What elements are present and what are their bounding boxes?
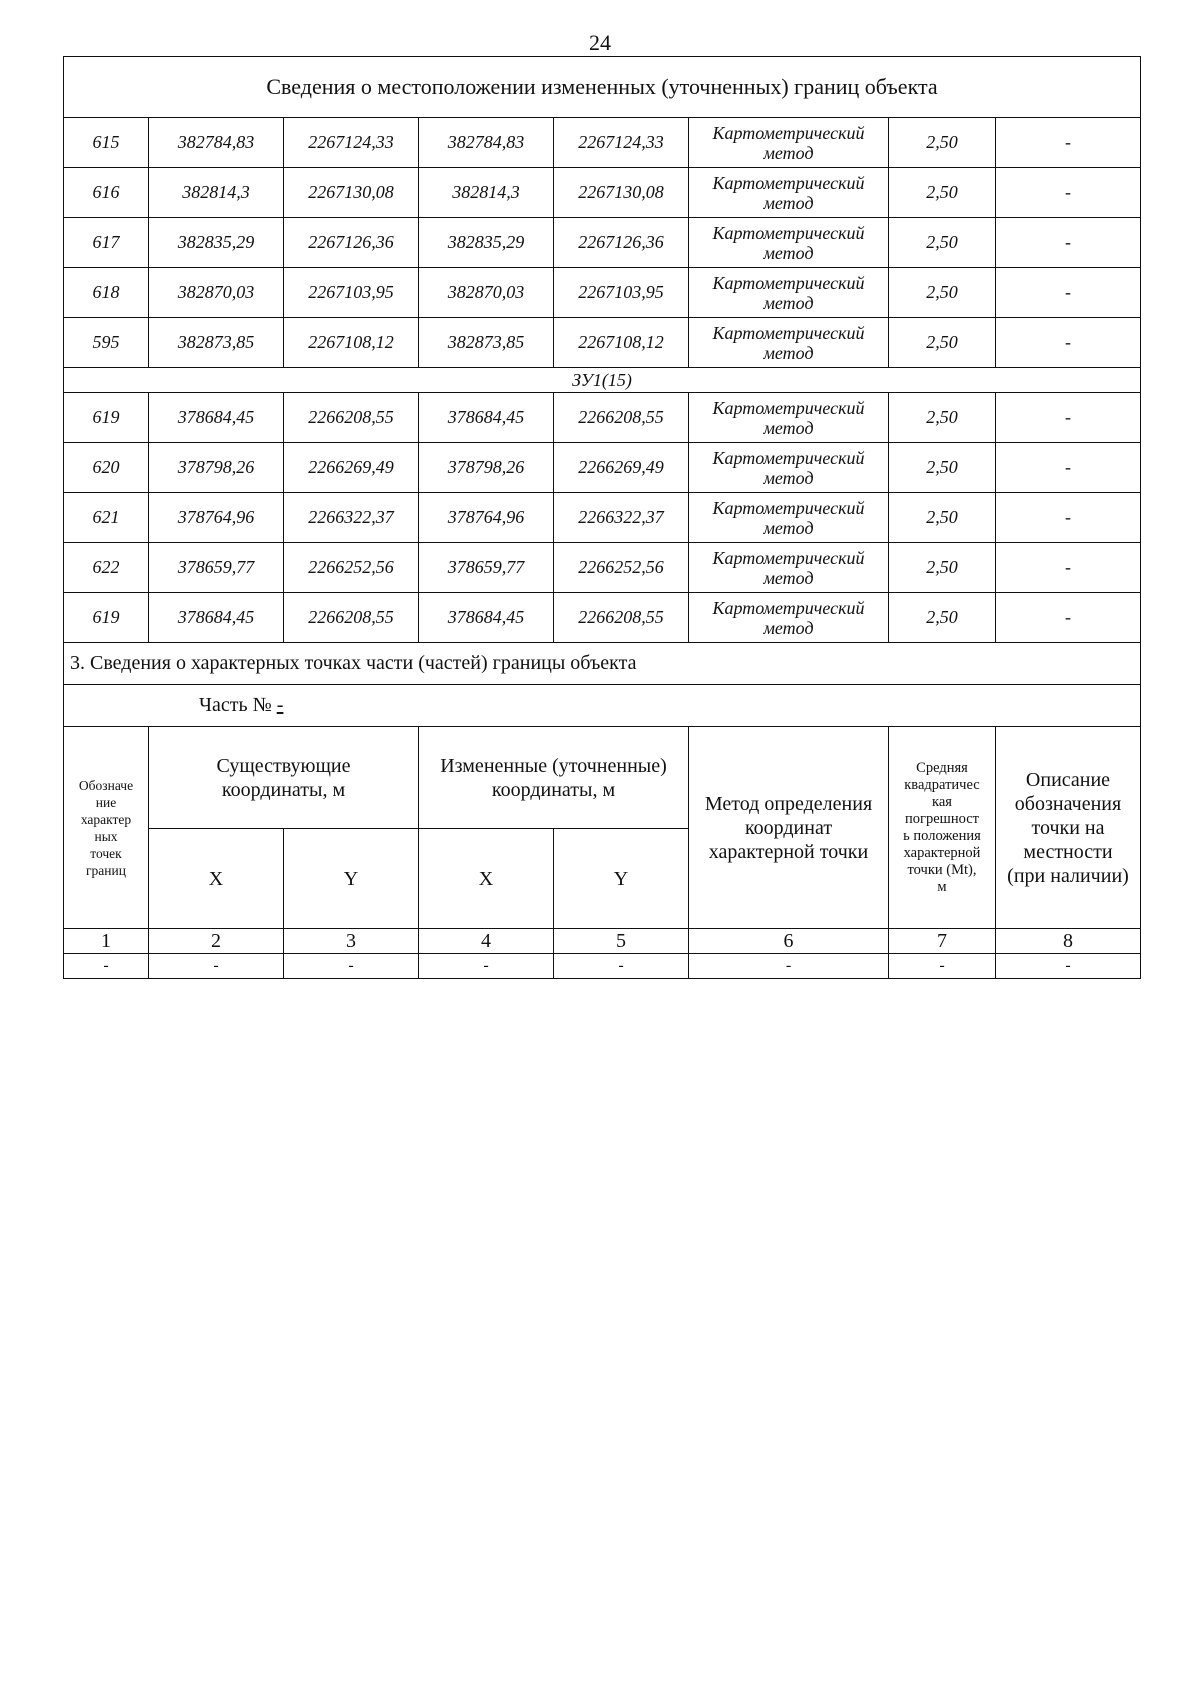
- existing-x-cell: 382784,83: [149, 118, 284, 168]
- header-changed-x: X: [419, 829, 554, 929]
- description-cell: -: [996, 118, 1141, 168]
- boundary-table: [63, 56, 1141, 979]
- changed-y-cell: 2267103,95: [554, 268, 689, 318]
- accuracy-cell: 2,50: [889, 393, 996, 443]
- accuracy-cell: 2,50: [889, 168, 996, 218]
- existing-y-cell: 2267126,36: [284, 218, 419, 268]
- header-changed-y: Y: [554, 829, 689, 929]
- table-row: [64, 268, 1141, 318]
- existing-x-cell: 378798,26: [149, 443, 284, 493]
- changed-y-cell: 2266322,37: [554, 493, 689, 543]
- column-number: 7: [889, 929, 996, 954]
- column-number: 1: [64, 929, 149, 954]
- part-value: -: [276, 694, 284, 716]
- table-row: [64, 118, 1141, 168]
- table-row: [64, 218, 1141, 268]
- existing-y-cell: 2267103,95: [284, 268, 419, 318]
- description-cell: -: [996, 268, 1141, 318]
- point-number-cell: 622: [64, 543, 149, 593]
- existing-y-cell: 2266322,37: [284, 493, 419, 543]
- table-row: [64, 443, 1141, 493]
- table-cell: -: [554, 954, 689, 979]
- table-row: [64, 318, 1141, 368]
- changed-y-cell: 2266252,56: [554, 543, 689, 593]
- accuracy-cell: 2,50: [889, 593, 996, 643]
- table-cell: -: [996, 954, 1141, 979]
- method-cell: Картометрический метод: [689, 118, 889, 168]
- point-number-cell: 615: [64, 118, 149, 168]
- header-changed-coords: Измененные (уточненные) координаты, м: [419, 727, 689, 829]
- method-cell: Картометрический метод: [689, 218, 889, 268]
- accuracy-cell: 2,50: [889, 543, 996, 593]
- header-existing-coords: Существующие координаты, м: [149, 727, 419, 829]
- column-number: 4: [419, 929, 554, 954]
- point-number-cell: 618: [64, 268, 149, 318]
- method-cell: Картометрический метод: [689, 593, 889, 643]
- column-number: 6: [689, 929, 889, 954]
- method-cell: Картометрический метод: [689, 268, 889, 318]
- section3-row: [64, 643, 1141, 685]
- point-number-cell: 617: [64, 218, 149, 268]
- changed-x-cell: 382835,29: [419, 218, 554, 268]
- changed-y-cell: 2267124,33: [554, 118, 689, 168]
- existing-x-cell: 382870,03: [149, 268, 284, 318]
- method-cell: Картометрический метод: [689, 168, 889, 218]
- existing-y-cell: 2266208,55: [284, 393, 419, 443]
- point-number-cell: 616: [64, 168, 149, 218]
- changed-x-cell: 382784,83: [419, 118, 554, 168]
- column-number: 5: [554, 929, 689, 954]
- description-cell: -: [996, 593, 1141, 643]
- header-description: Описание обозначения точки на местности (при наличии): [996, 727, 1141, 929]
- existing-x-cell: 378764,96: [149, 493, 284, 543]
- table-cell: -: [149, 954, 284, 979]
- changed-x-cell: 378659,77: [419, 543, 554, 593]
- description-cell: -: [996, 493, 1141, 543]
- description-cell: -: [996, 168, 1141, 218]
- section3-title: 3. Сведения о характерных точках части (частей) границы объекта: [64, 643, 1141, 685]
- column-number: 8: [996, 929, 1141, 954]
- existing-y-cell: 2267108,12: [284, 318, 419, 368]
- existing-y-cell: 2267130,08: [284, 168, 419, 218]
- table-cell: -: [64, 954, 149, 979]
- description-cell: -: [996, 443, 1141, 493]
- existing-x-cell: 382873,85: [149, 318, 284, 368]
- description-cell: -: [996, 318, 1141, 368]
- column-number: 2: [149, 929, 284, 954]
- changed-x-cell: 378684,45: [419, 393, 554, 443]
- description-cell: -: [996, 218, 1141, 268]
- existing-x-cell: 378684,45: [149, 393, 284, 443]
- description-cell: -: [996, 393, 1141, 443]
- existing-y-cell: 2267124,33: [284, 118, 419, 168]
- existing-x-cell: 378684,45: [149, 593, 284, 643]
- table-cell: -: [889, 954, 996, 979]
- point-number-cell: 620: [64, 443, 149, 493]
- existing-x-cell: 382814,3: [149, 168, 284, 218]
- method-cell: Картометрический метод: [689, 393, 889, 443]
- changed-x-cell: 382814,3: [419, 168, 554, 218]
- part-cell: [64, 685, 1141, 727]
- table-cell: -: [689, 954, 889, 979]
- accuracy-cell: 2,50: [889, 443, 996, 493]
- existing-y-cell: 2266208,55: [284, 593, 419, 643]
- method-cell: Картометрический метод: [689, 493, 889, 543]
- changed-y-cell: 2266269,49: [554, 443, 689, 493]
- accuracy-cell: 2,50: [889, 318, 996, 368]
- existing-x-cell: 382835,29: [149, 218, 284, 268]
- empty-data-row: [64, 954, 1141, 979]
- table-row: [64, 493, 1141, 543]
- header-point-designation: Обозначе ние характер ных точек границ: [64, 727, 149, 929]
- existing-y-cell: 2266269,49: [284, 443, 419, 493]
- group-row: [64, 368, 1141, 393]
- point-number-cell: 621: [64, 493, 149, 543]
- changed-y-cell: 2267108,12: [554, 318, 689, 368]
- header-accuracy: Средняя квадратичес кая погрешност ь положения характерной точки (Mt), м: [889, 727, 996, 929]
- method-cell: Картометрический метод: [689, 318, 889, 368]
- method-cell: Картометрический метод: [689, 543, 889, 593]
- table-cell: -: [419, 954, 554, 979]
- accuracy-cell: 2,50: [889, 268, 996, 318]
- point-number-cell: 619: [64, 393, 149, 443]
- table-row: [64, 593, 1141, 643]
- page-number: 24: [589, 30, 611, 55]
- description-cell: -: [996, 543, 1141, 593]
- changed-x-cell: 378798,26: [419, 443, 554, 493]
- accuracy-cell: 2,50: [889, 493, 996, 543]
- part-row: [64, 685, 1141, 727]
- group-label: ЗУ1(15): [64, 368, 1141, 393]
- header-existing-x: X: [149, 829, 284, 929]
- changed-y-cell: 2266208,55: [554, 593, 689, 643]
- changed-x-cell: 378764,96: [419, 493, 554, 543]
- changed-y-cell: 2266208,55: [554, 393, 689, 443]
- table-row: [64, 393, 1141, 443]
- existing-x-cell: 378659,77: [149, 543, 284, 593]
- column-numbers-row: [64, 929, 1141, 954]
- changed-x-cell: 382873,85: [419, 318, 554, 368]
- table-row: [64, 168, 1141, 218]
- table-title-row: [64, 57, 1141, 118]
- accuracy-cell: 2,50: [889, 218, 996, 268]
- table-title: Сведения о местоположении измененных (уточненных) границ объекта: [64, 57, 1141, 118]
- header-row-1: [64, 727, 1141, 829]
- column-number: 3: [284, 929, 419, 954]
- point-number-cell: 595: [64, 318, 149, 368]
- changed-x-cell: 378684,45: [419, 593, 554, 643]
- point-number-cell: 619: [64, 593, 149, 643]
- existing-y-cell: 2266252,56: [284, 543, 419, 593]
- header-method: Метод определения координат характерной точки: [689, 727, 889, 929]
- method-cell: Картометрический метод: [689, 443, 889, 493]
- header-existing-y: Y: [284, 829, 419, 929]
- changed-x-cell: 382870,03: [419, 268, 554, 318]
- accuracy-cell: 2,50: [889, 118, 996, 168]
- table-cell: -: [284, 954, 419, 979]
- changed-y-cell: 2267126,36: [554, 218, 689, 268]
- changed-y-cell: 2267130,08: [554, 168, 689, 218]
- table-row: [64, 543, 1141, 593]
- part-label: Часть №: [199, 694, 272, 716]
